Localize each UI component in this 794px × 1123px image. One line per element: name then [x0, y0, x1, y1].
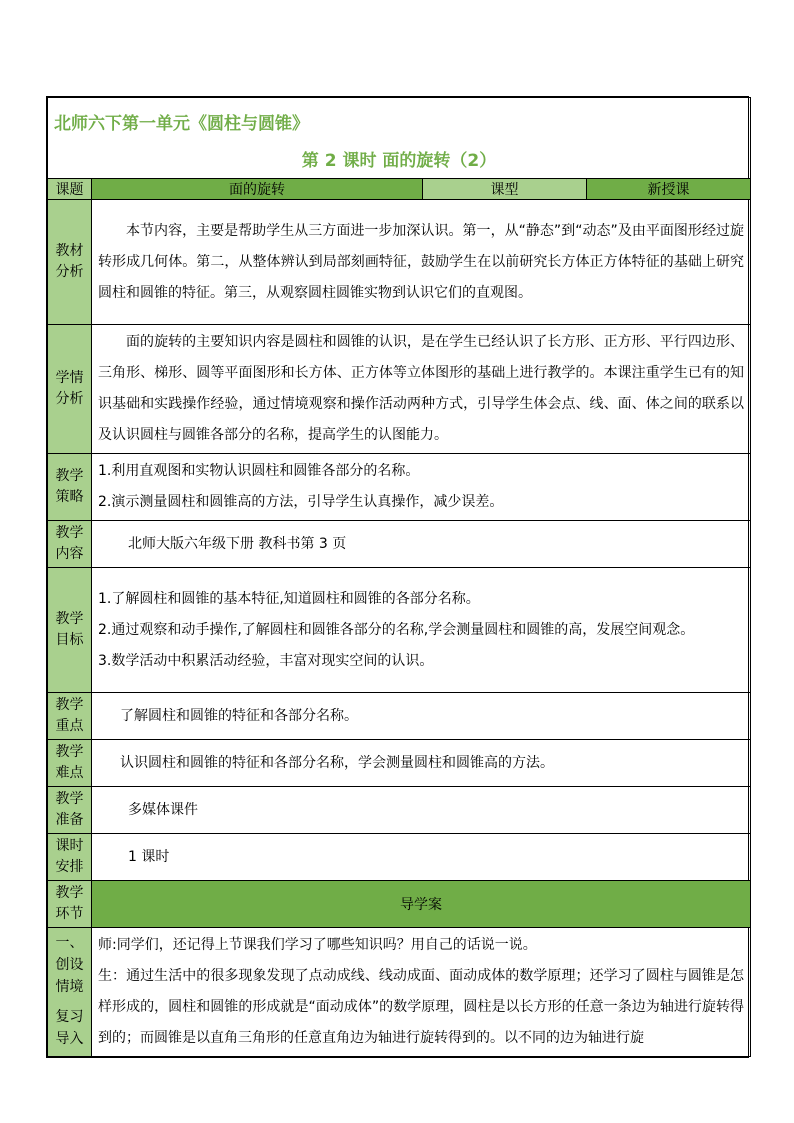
student-analysis-text: 面的旋转的主要知识内容是圆柱和圆锥的认识，是在学生已经认识了长方形、正方形、平行四边形、三角形、梯形、圆等平面图形和长方体、正方体等立体图形的基础上进行教学的。本课注重学生已有的知识基础和实践操作经验，通过情境观察和操作活动两种方式，引导学生体会点、线、面、体之间的联系以及认识圆柱与圆锥各部分的名称，提高学生的认图能力。: [92, 325, 751, 454]
key-point-text: 了解圆柱和圆锥的特征和各部分名称。: [92, 693, 751, 740]
topic-value: 面的旋转: [92, 179, 423, 200]
lesson-plan-table: [47, 97, 751, 1057]
type-value: 新授课: [587, 179, 751, 200]
key-point-label: 教学重点: [48, 693, 92, 740]
strategy-item: 2.演示测量圆柱和圆锥高的方法，引导学生认真操作，减少误差。: [98, 494, 504, 510]
lesson-plan-document: [46, 96, 749, 1058]
teaching-goals-label: 教学目标: [48, 568, 92, 693]
dialogue-line: 生：通过生活中的很多现象发现了点动成线、线动成面、面动成体的数学原理；还学习了圆柱与圆锥是怎样形成的，圆柱和圆锥的形成就是“面动成体”的数学原理，圆柱是以长方形的任意一条边为轴进行旋转得到的；而圆锥是以直角三角形的任意直角边为轴进行旋转得到的。以不同的边为轴进行旋: [98, 968, 744, 1046]
class-hours-label: 课时安排: [48, 834, 92, 881]
type-label: 课型: [423, 179, 587, 200]
guide-plan-header: 导学案: [92, 881, 751, 928]
preparation-text: 多媒体课件: [92, 787, 751, 834]
goal-item: 2.通过观察和动手操作,了解圆柱和圆锥各部分的名称,学会测量圆柱和圆锥的高，发展空间观念。: [98, 621, 695, 638]
textbook-analysis-label: 教材分析: [48, 200, 92, 325]
lesson-subtitle: 第 2 课时 面的旋转（2）: [48, 140, 751, 179]
strategy-item: 1.利用直观图和实物认识圆柱和圆锥各部分的名称。: [98, 463, 420, 479]
dialogue-line: 师:同学们，还记得上节课我们学习了哪些知识吗？用自己的话说一说。: [98, 937, 537, 953]
teaching-content-text: 北师大版六年级下册 教科书第 3 页: [92, 521, 751, 568]
difficult-point-label: 教学难点: [48, 740, 92, 787]
teaching-strategy-label: 教学策略: [48, 454, 92, 521]
preparation-label: 教学准备: [48, 787, 92, 834]
textbook-analysis-text: 本节内容，主要是帮助学生从三方面进一步加深认识。第一，从“静态”到“动态”及由平面图形经过旋转形成几何体。第二，从整体辨认到局部刻画特征，鼓励学生在以前研究长方体正方体特征的基础上研究圆柱和圆锥的特征。第三，从观察圆柱圆锥实物到认识它们的直观图。: [92, 200, 751, 325]
goal-item: 3.数学活动中积累活动经验，丰富对现实空间的认识。: [98, 652, 434, 669]
teaching-content-label: 教学内容: [48, 521, 92, 568]
class-hours-text: 1 课时: [92, 834, 751, 881]
student-analysis-label: 学情分析: [48, 325, 92, 454]
topic-label: 课题: [48, 179, 92, 200]
intro-phase-label: 一、创设情境 复习导入: [48, 928, 92, 1057]
difficult-point-text: 认识圆柱和圆锥的特征和各部分名称，学会测量圆柱和圆锥高的方法。: [92, 740, 751, 787]
teaching-phase-label: 教学环节: [48, 881, 92, 928]
goal-item: 1.了解圆柱和圆锥的基本特征,知道圆柱和圆锥的各部分名称。: [98, 590, 480, 607]
teaching-strategy-text: [92, 454, 751, 521]
intro-phase-text: [92, 928, 751, 1057]
document-title: 北师六下第一单元《圆柱与圆锥》: [48, 98, 751, 141]
teaching-goals-text: [92, 568, 751, 693]
